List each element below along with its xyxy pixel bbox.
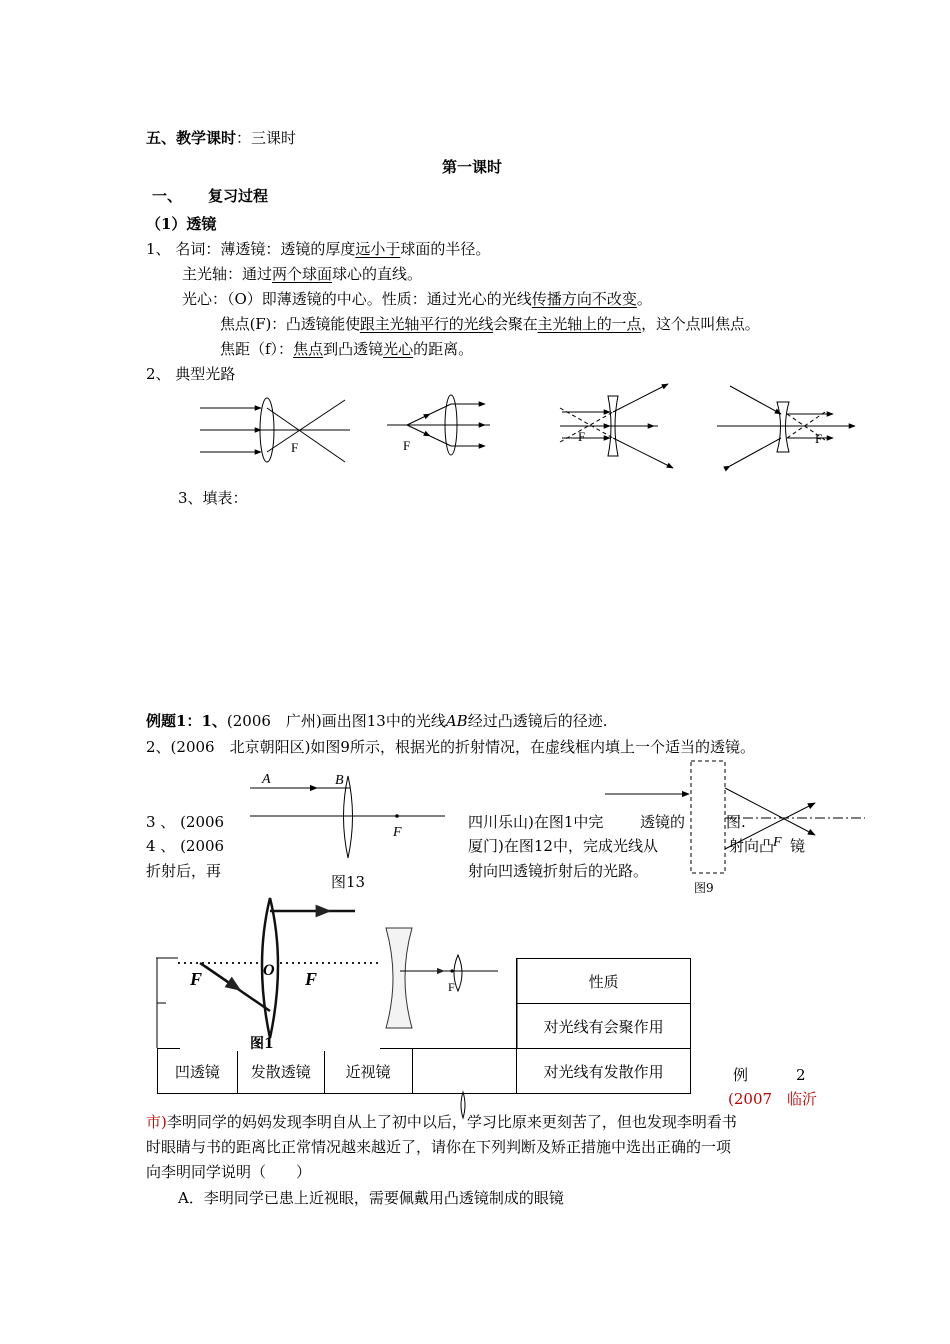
- table-cell: 发散透镜: [237, 1049, 324, 1094]
- focus-label: F: [403, 438, 411, 453]
- table-cell: 性质: [517, 959, 691, 1004]
- convex-lens-focus-diagram: [385, 390, 495, 460]
- table-cell: 对光线有会聚作用: [517, 1004, 691, 1049]
- example1-q3-mid2: 透镜的: [640, 813, 686, 831]
- example2-line1: 市)李明同学的妈妈发现李明自从上了初中以后，学习比原来更刻苦了，但也发现李明看书: [146, 1113, 737, 1131]
- focus-label-left: F: [190, 969, 203, 989]
- table-cell: [412, 1049, 517, 1094]
- table-cell: 近视镜: [324, 1049, 412, 1094]
- example1-q1: 例题1：1、(2006 广州)画出图13中的光线AB经过凸透镜后的径迹.: [146, 712, 608, 730]
- example2-line2: 时眼睛与书的距离比正常情况越来越近了，请你在下列判断及矫正措施中选出正确的一项: [146, 1138, 732, 1156]
- focus-label: F: [773, 835, 782, 850]
- example1-q4-mid: 厦门)在图12中，完成光线从: [468, 837, 658, 855]
- term-thin-lens: 1、 名词：薄透镜：透镜的厚度远小于球面的半径。: [146, 240, 491, 258]
- example1-q3-start: 3 、 (2006: [146, 813, 225, 831]
- point-a-label: A: [262, 772, 271, 787]
- term-focal-length: 焦距（f）：焦点到凸透镜光心的距离。: [220, 340, 474, 358]
- concave-lens-parallel-diagram: [558, 380, 678, 472]
- table-row: [158, 1049, 691, 1094]
- example2-line3: 向李明同学说明（ ）: [146, 1163, 312, 1181]
- term-main-axis: 主光轴：通过两个球面球心的直线。: [182, 265, 423, 283]
- example2-source: (2007 临沂: [728, 1090, 818, 1108]
- example2-label: 例 2: [733, 1066, 806, 1084]
- center-label: O: [263, 962, 275, 979]
- concave-lens-focus-diagram: [715, 380, 860, 472]
- example1-q2: 2、(2006 北京朝阳区)如图9所示，根据光的折射情况，在虚线框内填上一个适当的透镜。: [146, 738, 755, 756]
- focus-label: F: [578, 429, 586, 444]
- focus-label: F: [291, 440, 299, 455]
- review-heading: 一、 复习过程: [152, 187, 269, 205]
- example1-q4-end: 镜: [790, 837, 806, 855]
- figure-13-caption: 图13: [331, 873, 366, 891]
- figure-1: [160, 893, 520, 1053]
- focus-label: F: [448, 980, 455, 994]
- example2-option-a: A．李明同学已患上近视眼，需要佩戴用凸透镜制成的眼镜: [178, 1189, 564, 1207]
- table-cell: 对光线有发散作用: [517, 1049, 691, 1094]
- example1-q4-line2b: 射向凹透镜折射后的光路。: [468, 862, 649, 880]
- figure-9-caption: 图9: [694, 881, 714, 895]
- typical-paths-label: 2、 典型光路: [146, 365, 236, 383]
- term-focus: 焦点(F)：凸透镜能使跟主光轴平行的光线会聚在主光轴上的一点，这个点叫焦点。: [220, 315, 760, 333]
- lesson-title: 第一课时: [442, 158, 503, 176]
- example1-q3-end: 图.: [726, 813, 746, 831]
- example1-q4-start: 4 、 (2006: [146, 837, 225, 855]
- term-optical-center: 光心：（O）即薄透镜的中心。性质：通过光心的光线传播方向不改变。: [182, 290, 652, 308]
- example1-q4-mid2: 射向凸: [729, 837, 775, 855]
- figure-1-caption: 图1: [250, 1036, 274, 1052]
- fill-table-label: 3、填表：: [178, 489, 248, 507]
- focus-label-right: F: [305, 969, 318, 989]
- section-five: 五、教学课时：三课时: [146, 129, 297, 147]
- table-cell: 凹透镜: [158, 1049, 238, 1094]
- convex-lens-parallel-diagram: [195, 390, 355, 470]
- lens-heading: （1）透镜: [146, 215, 217, 233]
- point-b-label: B: [335, 773, 344, 788]
- example1-q3-mid: 四川乐山)在图1中完: [468, 813, 604, 831]
- focus-label: F: [393, 825, 402, 840]
- figure-13: [245, 768, 450, 868]
- example1-q4-line2: 折射后，再: [146, 862, 222, 880]
- focus-label: F: [815, 431, 823, 446]
